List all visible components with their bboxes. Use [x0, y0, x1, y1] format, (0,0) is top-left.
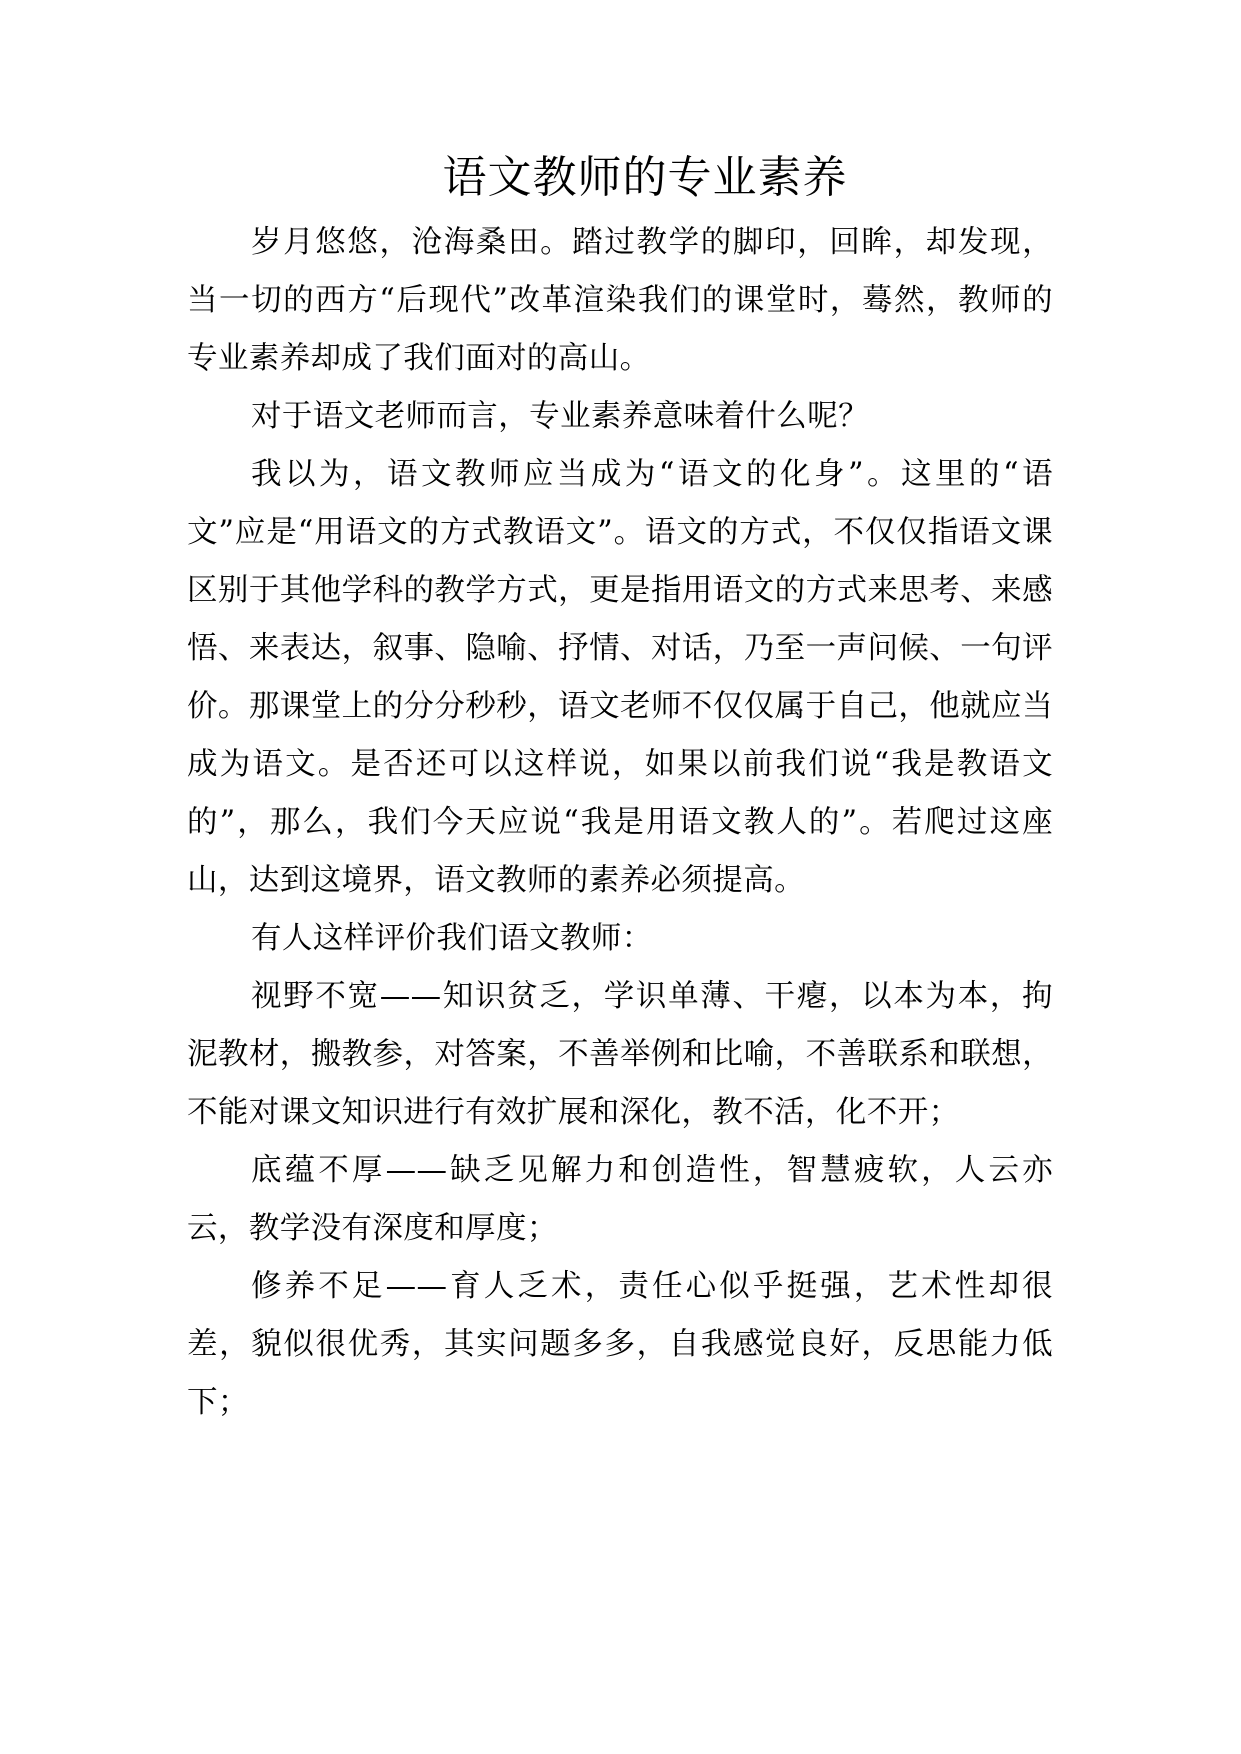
- paragraph-shallow-foundation: 底蕴不厚——缺乏见解力和创造性，智慧疲软，人云亦云，教学没有深度和厚度；: [187, 1153, 1053, 1246]
- document-body: [187, 214, 1053, 1432]
- paragraph-question: 对于语文老师而言，专业素养意味着什么呢？: [251, 399, 869, 434]
- paragraph-intro: 岁月悠悠，沧海桑田。踏过教学的脚印，回眸，却发现，当一切的西方“后现代”改革渲染我们的课堂时，蓦然，教师的专业素养却成了我们面对的高山。: [187, 225, 1053, 376]
- document-page: [187, 0, 1053, 1754]
- paragraph-evaluation-lead: 有人这样评价我们语文教师：: [251, 921, 653, 956]
- paragraph-narrow-vision: 视野不宽——知识贫乏，学识单薄、干瘪，以本为本，拘泥教材，搬教参，对答案，不善举例和比喻，不善联系和联想，不能对课文知识进行有效扩展和深化，教不活，化不开；: [187, 979, 1053, 1130]
- paragraph-insufficient-cultivation: 修养不足——育人乏术，责任心似乎挺强，艺术性却很差，貌似很优秀，其实问题多多，自我感觉良好，反思能力低下；: [187, 1269, 1053, 1420]
- document-title: 语文教师的专业素养: [442, 152, 848, 203]
- paragraph-opinion: 我以为，语文教师应当成为“语文的化身”。这里的“语文”应是“用语文的方式教语文”。语文的方式，不仅仅指语文课区别于其他学科的教学方式，更是指用语文的方式来思考、来感悟、来表达，叙事、隐喻、抒情、对话，乃至一声问候、一句评价。那课堂上的分分秒秒，语文老师不仅仅属于自己，他就应当成为语文。是否还可以这样说，如果以前我们说“我是教语文的”，那么，我们今天应说“我是用语文教人的”。若爬过这座山，达到这境界，语文教师的素养必须提高。: [187, 457, 1053, 898]
